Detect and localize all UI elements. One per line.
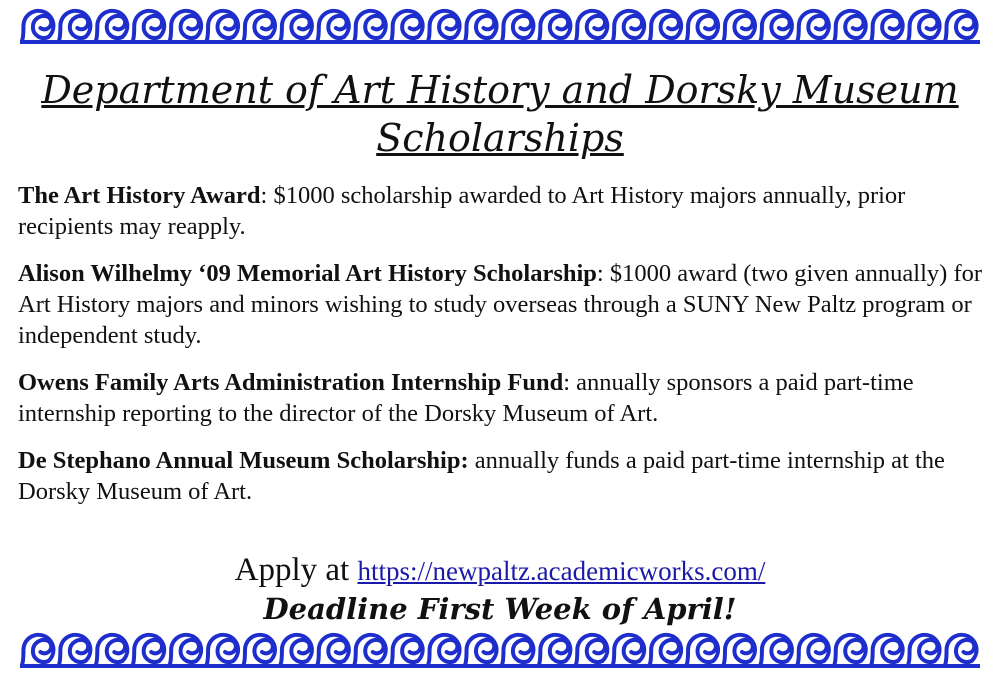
greek-wave-scroll-icon <box>57 11 90 42</box>
apply-label: Apply at <box>234 552 358 588</box>
greek-wave-scroll-icon <box>611 11 644 42</box>
greek-wave-scroll-icon <box>94 635 127 666</box>
greek-wave-scroll-icon <box>426 635 459 666</box>
greek-wave-scroll-icon <box>611 635 644 666</box>
top-wave-border <box>20 4 980 48</box>
greek-wave-scroll-icon <box>315 11 348 42</box>
greek-wave-scroll-icon <box>131 635 164 666</box>
greek-wave-scroll-icon <box>426 11 459 42</box>
greek-wave-scroll-icon <box>168 635 201 666</box>
greek-wave-scroll-icon <box>315 635 348 666</box>
scholarship-name: De Stephano Annual Museum Scholarship: <box>18 447 469 474</box>
greek-wave-scroll-icon <box>278 635 311 666</box>
greek-wave-scroll-icon <box>389 11 422 42</box>
separator: : <box>563 369 577 396</box>
scholarship-name: Owens Family Arts Administration Internship Fund <box>18 369 564 396</box>
scholarship-entry <box>18 445 983 507</box>
separator: : <box>260 182 274 209</box>
greek-wave-scroll-icon <box>685 635 718 666</box>
scholarship-list <box>18 180 983 523</box>
scholarship-description: $1000 scholarship awarded to Art History majors annually, prior recipients may reapply. <box>18 182 906 240</box>
greek-wave-scroll-icon <box>205 635 238 666</box>
greek-wave-scroll-icon <box>574 11 607 42</box>
greek-wave-scroll-icon <box>832 11 865 42</box>
greek-wave-scroll-icon <box>537 11 570 42</box>
greek-wave-scroll-icon <box>94 11 127 42</box>
greek-wave-scroll-icon <box>722 11 755 42</box>
greek-wave-scroll-icon <box>758 635 791 666</box>
greek-wave-scroll-icon <box>943 11 976 42</box>
scholarship-name: The Art History Award <box>18 182 261 209</box>
separator: : <box>596 260 610 287</box>
apply-line <box>0 550 1000 591</box>
greek-wave-scroll-icon <box>722 635 755 666</box>
greek-wave-scroll-icon <box>500 635 533 666</box>
greek-wave-scroll-icon <box>758 11 791 42</box>
greek-wave-scroll-icon <box>574 635 607 666</box>
greek-wave-scroll-icon <box>869 11 902 42</box>
greek-wave-scroll-icon <box>242 11 275 42</box>
greek-wave-scroll-icon <box>168 11 201 42</box>
greek-wave-scroll-icon <box>205 11 238 42</box>
scholarship-description: $1000 award (two given annually) for Art History majors and minors wishing to study overseas through a SUNY New Paltz program or independent study. <box>18 260 983 349</box>
application-link[interactable]: https://newpaltz.academicworks.com/ <box>357 556 766 586</box>
greek-wave-scroll-icon <box>20 635 53 666</box>
scholarship-description: annually sponsors a paid part-time internship reporting to the director of the Dorsky Museum of Art. <box>18 369 914 427</box>
greek-wave-scroll-icon <box>20 11 53 42</box>
greek-wave-scroll-icon <box>906 11 939 42</box>
bottom-wave-border <box>20 628 980 672</box>
page-title: Department of Art History and Dorsky Museum Scholarships <box>41 68 959 160</box>
greek-wave-scroll-icon <box>832 635 865 666</box>
greek-wave-scroll-icon <box>906 635 939 666</box>
greek-wave-scroll-icon <box>242 635 275 666</box>
deadline-notice: Deadline First Week of April! <box>263 592 737 626</box>
greek-wave-scroll-icon <box>352 11 385 42</box>
greek-wave-scroll-icon <box>537 635 570 666</box>
greek-wave-scroll-icon <box>943 635 976 666</box>
greek-wave-scroll-icon <box>869 635 902 666</box>
scholarship-entry <box>18 258 983 351</box>
greek-wave-scroll-icon <box>648 635 681 666</box>
scholarship-description: annually funds a paid part-time internship at the Dorsky Museum of Art. <box>18 447 945 505</box>
greek-wave-scroll-icon <box>352 635 385 666</box>
greek-wave-scroll-icon <box>795 635 828 666</box>
greek-wave-scroll-icon <box>685 11 718 42</box>
greek-wave-scroll-icon <box>389 635 422 666</box>
greek-wave-scroll-icon <box>463 635 496 666</box>
scholarship-name: Alison Wilhelmy ‘09 Memorial Art History Scholarship <box>18 260 597 287</box>
greek-wave-scroll-icon <box>463 11 496 42</box>
scholarship-entry <box>18 180 983 242</box>
scholarship-entry <box>18 367 983 429</box>
greek-wave-scroll-icon <box>131 11 164 42</box>
greek-wave-scroll-icon <box>57 635 90 666</box>
greek-wave-scroll-icon <box>500 11 533 42</box>
greek-wave-scroll-icon <box>278 11 311 42</box>
greek-wave-scroll-icon <box>795 11 828 42</box>
greek-wave-scroll-icon <box>648 11 681 42</box>
